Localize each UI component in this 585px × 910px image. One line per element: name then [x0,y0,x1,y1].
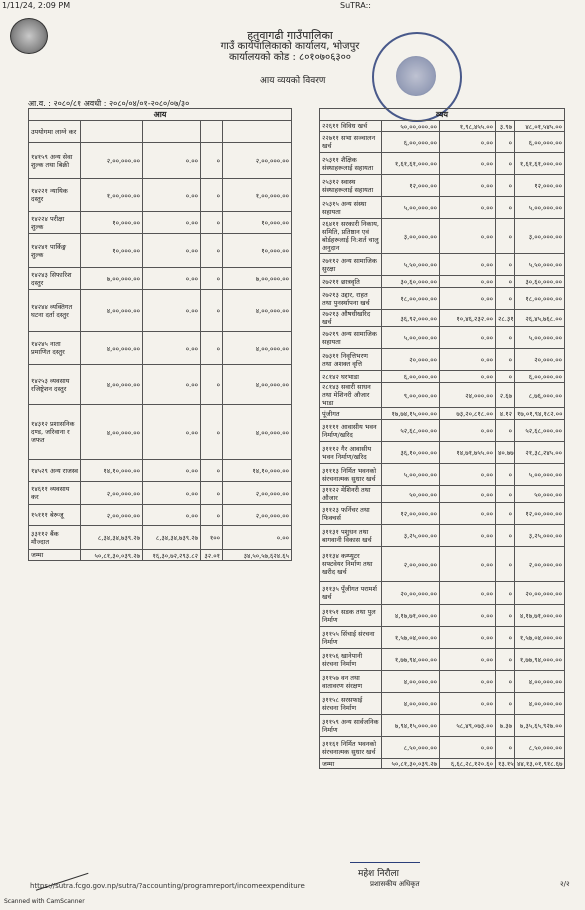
cell-pct: ० [496,671,515,693]
cell-pct: १३.१५ [496,759,515,769]
row-label: २२६११ विविध खर्च [320,121,382,132]
app-name: SuTRA:: [340,1,371,10]
cell-actual: १४,७१,७५५.०० [440,442,496,464]
cell-budget: ४,००,०००.०० [382,671,440,693]
income-table [28,108,292,561]
municipality-name: हतुवागढी गाउँपालिका [247,29,333,42]
cell-remaining: १,५७,०४,०००.०० [515,627,565,649]
cell-pct: ० [201,460,223,482]
cell-budget: ४,००,०००.०० [81,332,143,365]
row-label: १४२४३ सिफारिश दस्तुर [29,268,81,290]
table-row [29,405,292,460]
cell-remaining: १२,००,०००.०० [515,503,565,525]
table-row [29,179,292,212]
cell-actual: ०.०० [440,219,496,254]
cell-actual: ०.०० [440,605,496,627]
cell-remaining: २,००,०००.०० [223,505,292,526]
table-row [320,547,565,582]
row-label: १४२४४ व्यक्तिगत घटना दर्ता दस्तुर [29,290,81,332]
table-row [320,605,565,627]
row-label: १४३१२ प्रशासनिक दण्ड, जरिवाना र जफत [29,405,81,460]
cell-pct: ० [201,234,223,268]
cell-remaining: २०,०००.०० [515,349,565,371]
cell-remaining: ३०,६०,०००.०० [515,276,565,288]
cell-budget: १०,०००.०० [81,234,143,268]
row-label: २८१४३ सवारी साधन तथा मेशिनरी औजार भाडा [320,383,382,408]
table-row [320,649,565,671]
cell-actual: ०.०० [440,464,496,486]
cell-remaining: १०,०००.०० [223,234,292,268]
cell-remaining: ४,००,०००.०० [223,365,292,405]
row-label: २५३१२ स्वास्थ संस्थाहरूलाई सहायता [320,175,382,197]
cell-actual: ०.०० [143,143,201,179]
cell-pct: ० [201,482,223,505]
cell-actual: ०.०० [143,179,201,212]
row-label: १५१११ बेरूजू [29,505,81,526]
table-row [320,464,565,486]
cell-pct: ० [201,365,223,405]
table-row [29,212,292,234]
report-title: आय व्ययको विवरण [260,76,326,86]
office-name: गाउँ कार्यपालिकाको कार्यालय, भोजपुर [220,41,360,52]
cell-remaining: ७,००,०००.०० [223,268,292,290]
cell-remaining: ८,५०,०००.०० [515,737,565,759]
cell-remaining: १४,१०,०००.०० [223,460,292,482]
cell-budget: ३६,१०,०००.०० [382,442,440,464]
cell-budget: १,५७,०४,०००.०० [382,627,440,649]
row-label: २७३११ निवृत्तिभरण तथा अशक्त वृत्ति [320,349,382,371]
print-datetime: 1/11/24, 2:09 PM [2,1,71,10]
row-label: जम्मा [29,550,81,561]
cell-remaining: १२,०००.०० [515,175,565,197]
row-label: ३१११२ गैर आवासीय भवन निर्माण/खरिद [320,442,382,464]
table-row [320,288,565,310]
cell-pct: ३.९७ [496,121,515,132]
cell-actual: ०.०० [143,482,201,505]
cell-remaining: १,७७,९४,०००.०० [515,649,565,671]
signature-right [350,832,420,863]
total-row [320,759,565,769]
row-label: ३११५९ अन्य सार्वजनिक निर्माण [320,715,382,737]
cell-budget: १४,१०,०००.०० [81,460,143,482]
cell-actual: ०.०० [440,582,496,605]
cell-actual: ०.०० [143,460,201,482]
cell-remaining: ७,३५,६५,९२७.०० [515,715,565,737]
row-label: ३११५६ खानेपानी संरचना निर्माण [320,649,382,671]
row-label: ३११५८ सरसफाई संरचना निर्माण [320,693,382,715]
cell-remaining: ४,००,०००.०० [223,405,292,460]
table-row [29,268,292,290]
cell-budget: ९,००,०००.०० [382,383,440,408]
table-row [320,503,565,525]
cell-pct: ० [496,503,515,525]
table-row [320,219,565,254]
table-row [320,153,565,175]
row-label: ३११५७ वन तथा वातावरण संरक्षण [320,671,382,693]
row-label: ३११३५ पूँजीगत परामर्श खर्च [320,582,382,605]
cell-pct: ० [496,175,515,197]
office-code: कार्यालयको कोड : ८०१०७०६३०० [228,52,352,63]
cell-budget: १०,०००.०० [81,212,143,234]
cell-budget [81,121,143,143]
row-label: ३११५५ सिंचाई संरचना निर्माण [320,627,382,649]
cell-budget: १८,००,०००.०० [382,288,440,310]
cell-pct: ० [201,332,223,365]
table-row [29,332,292,365]
table-row [320,197,565,219]
cell-actual: ०.०० [440,349,496,371]
cell-budget: ४,००,०००.०० [81,365,143,405]
cell-pct: ४०.७७ [496,442,515,464]
cell-actual: ०.०० [143,505,201,526]
cell-pct: ७.३७ [496,715,515,737]
table-row [320,310,565,327]
cell-remaining: १०,०००.०० [223,212,292,234]
cell-budget: ४,००,०००.०० [81,290,143,332]
cell-actual: ०.०० [440,547,496,582]
cell-remaining: ४,१७,७१,०००.०० [515,605,565,627]
row-label: २७२१३ उद्दार, राहत तथा पुनर्स्थापना खर्च [320,288,382,310]
cell-actual: ०.०० [143,212,201,234]
cell-pct: ० [496,371,515,383]
row-label: १४२२४ परीक्षा शुल्क [29,212,81,234]
cell-remaining: ६,००,०००.०० [515,371,565,383]
table-row [29,526,292,550]
row-label: ३११२३ फर्निचर तथा फिक्चर्स [320,503,382,525]
cell-pct: ० [496,132,515,153]
cell-remaining [223,121,292,143]
cell-remaining: १,६१,६१,०००.०० [515,153,565,175]
row-label: १४६११ व्यवसाय कर [29,482,81,505]
cell-actual: ०.०० [143,234,201,268]
cell-budget: ४,१७,७१,०००.०० [382,605,440,627]
table-row [320,175,565,197]
table-row [29,505,292,526]
cell-pct: ० [496,197,515,219]
cell-actual: ०.०० [440,132,496,153]
cell-budget: १,७७,९४,०००.०० [382,649,440,671]
cell-actual: ०.०० [440,693,496,715]
cell-actual: ०.०० [440,649,496,671]
cell-budget: २,००,०००.०० [81,143,143,179]
table-row [320,408,565,420]
cell-remaining: ५०,०००.०० [515,486,565,503]
cell-remaining: ३,२५,०००.०० [515,525,565,547]
cell-actual: ८,३४,३४,७३९.२७ [143,526,201,550]
expense-table [319,108,565,769]
cell-budget: ३६,९२,०००.०० [382,310,440,327]
cell-actual: ०.०० [440,737,496,759]
table-row [320,525,565,547]
government-emblem-icon [10,18,48,54]
cell-budget: १,००,०००.०० [81,179,143,212]
cell-budget: २,००,०००.०० [81,505,143,526]
cell-budget: ५,५०,०००.०० [382,254,440,276]
cell-budget: ७,००,०००.०० [81,268,143,290]
scanner-watermark: Scanned with CamScanner [4,898,85,905]
row-label: ३११५१ सडक तथा पुल निर्माण [320,605,382,627]
cell-actual: ०.०० [143,365,201,405]
source-url[interactable]: https://sutra.fcgo.gov.np/sutra/?accounting/programreport/incomeexpenditure [30,882,305,890]
table-row [320,132,565,153]
cell-actual: ०.०० [143,268,201,290]
cell-pct: ० [496,254,515,276]
fiscal-year: आ.व. : २०८०/८१ अवधी : २०८०/०४/०१-२०८०/०७/३० [28,99,190,108]
cell-actual: ५८,४९,०७३.०० [440,715,496,737]
row-label: उपयोगमा लाग्ने कर [29,121,81,143]
cell-pct: ० [496,627,515,649]
cell-pct: ० [201,505,223,526]
cell-budget: ५०,०००.०० [382,486,440,503]
cell-actual: ०.०० [440,503,496,525]
row-label: ३११३४ कम्प्युटर सफ्टवेयर निर्माण तथा खरीद खर्च [320,547,382,582]
cell-budget: १७,७४,१५,०००.०० [382,408,440,420]
cell-pct: ० [496,486,515,503]
row-label: २६४११ सरकारी निकाय, समिति, प्रतिष्ठान एवं बोर्डहरूलाई नि:शर्त चालु अनुदान [320,219,382,254]
cell-actual: ०.०० [440,254,496,276]
cell-budget: १,६१,६१,०००.०० [382,153,440,175]
row-label: ३११११ आवासीय भवन निर्माण/खरिद [320,420,382,442]
page-number: २/२ [560,880,570,888]
cell-pct: ३२.०१ [201,550,223,561]
cell-pct: ० [496,649,515,671]
table-row [320,420,565,442]
cell-budget: २,००,०००.०० [81,482,143,505]
cell-actual: ०.०० [143,332,201,365]
table-row [320,276,565,288]
table-row [29,234,292,268]
table-row [320,486,565,503]
table-row [320,349,565,371]
cell-pct [201,121,223,143]
table-row [320,121,565,132]
cell-remaining: ४,००,०००.०० [223,290,292,332]
table-row [29,365,292,405]
cell-pct: ० [496,420,515,442]
cell-budget: २०,०००.०० [382,349,440,371]
cell-budget: ५,००,०००.०० [382,327,440,349]
cell-budget: ३,००,०००.०० [382,219,440,254]
cell-pct: ० [201,143,223,179]
row-label: ३११६१ निर्मित भवनको संरचनात्मक सुधार खर्च [320,737,382,759]
cell-remaining: ३,००,०००.०० [515,219,565,254]
cell-actual: १०,४६,२३२.०० [440,310,496,327]
cell-pct: ० [496,327,515,349]
cell-actual: ०.०० [440,420,496,442]
cell-remaining: ५,५०,०००.०० [515,254,565,276]
row-label: २८१४२ घरभाडा [320,371,382,383]
cell-budget: ३,२५,०००.०० [382,525,440,547]
cell-remaining: २,००,०००.०० [223,482,292,505]
cell-pct: २.६७ [496,383,515,408]
cell-pct: ० [496,582,515,605]
cell-pct: ० [496,288,515,310]
cell-pct: ० [201,268,223,290]
table-row [320,582,565,605]
cell-remaining: २,००,०००.०० [515,547,565,582]
table-row [320,737,565,759]
cell-budget: १२,०००.०० [382,175,440,197]
cell-pct: १०० [201,526,223,550]
table-row [320,254,565,276]
cell-budget: ६,००,०००.०० [382,371,440,383]
cell-remaining: ५,००,०००.०० [515,327,565,349]
cell-actual: १,९८,४५५.०० [440,121,496,132]
cell-pct: ० [201,405,223,460]
cell-pct: ० [496,693,515,715]
cell-remaining: १७,०१,९४,१८२.०० [515,408,565,420]
signer-name: महेश निरौला [358,869,399,879]
cell-budget: ४,००,०००.०० [382,693,440,715]
table-row [320,671,565,693]
cell-actual: ७३,२०,८१८.०० [440,408,496,420]
row-label: २७२११ छात्रवृति [320,276,382,288]
cell-actual: ०.०० [440,327,496,349]
cell-actual: ०.०० [440,525,496,547]
cell-pct: ० [496,349,515,371]
cell-remaining: ३४,५०,५७,६२४.६५ [223,550,292,561]
cell-budget: १२,००,०००.०० [382,503,440,525]
row-label: २५३१५ अन्य संस्था सहायता [320,197,382,219]
cell-remaining: १८,००,०००.०० [515,288,565,310]
cell-actual: ०.०० [440,197,496,219]
cell-actual: ०.०० [440,671,496,693]
total-row [29,550,292,561]
cell-pct: ० [496,219,515,254]
row-label: १४२५३ व्यवसाय रजिष्ट्रेशन दस्तुर [29,365,81,405]
row-label: १४२२१ न्यायिक दस्तुर [29,179,81,212]
row-label: २२७११ सभा सञ्चालन खर्च [320,132,382,153]
table-row [320,371,565,383]
cell-budget: २,००,०००.०० [382,547,440,582]
cell-remaining: ४,००,०००.०० [515,671,565,693]
cell-budget: ५०,००,०००.०० [382,121,440,132]
cell-budget: ५,००,०००.०० [382,464,440,486]
cell-actual: २४,०००.०० [440,383,496,408]
cell-actual: ०.०० [143,405,201,460]
cell-remaining: २६,४५,७६८.०० [515,310,565,327]
table-row [320,327,565,349]
cell-actual: १६,३०,७२,२९३.८२ [143,550,201,561]
cell-remaining: ५,००,०००.०० [515,197,565,219]
table-row [320,693,565,715]
cell-pct: ० [496,547,515,582]
browser-header [0,0,585,14]
cell-actual: ०.०० [440,276,496,288]
cell-remaining: ४४,१३,०१,९१८.६७ [515,759,565,769]
cell-budget: ४,००,०००.०० [81,405,143,460]
cell-pct: ० [496,737,515,759]
table-row [29,290,292,332]
cell-remaining: ०.०० [223,526,292,550]
cell-pct: ० [496,153,515,175]
cell-remaining: २०,००,०००.०० [515,582,565,605]
row-label: २५३११ शैक्षिक संस्थाहरूलाई सहायता [320,153,382,175]
row-label: २७२१३ औषधीखरिद खर्च [320,310,382,327]
cell-actual [143,121,201,143]
cell-budget: ५०,८१,३०,०३९.२७ [382,759,440,769]
row-label: ३१११३ निर्मित भवनको संरचनात्मक सुधार खर्च [320,464,382,486]
cell-budget: ७,९४,१५,०००.०० [382,715,440,737]
cell-remaining: ४८,०१,५४५.०० [515,121,565,132]
cell-remaining: ४,००,०००.०० [223,332,292,365]
row-label: ३११३१ पशुधन तथा बागवानी विकास खर्च [320,525,382,547]
document-header [150,30,430,63]
row-label: २७११२ अन्य सामाजिक सुरक्षा [320,254,382,276]
cell-pct: ० [496,464,515,486]
cell-budget: ६,००,०००.०० [382,132,440,153]
signer-title: प्रशासकीय अधिकृत [370,880,420,888]
cell-remaining: ८,७६,०००.०० [515,383,565,408]
cell-actual: ०.०० [440,627,496,649]
cell-remaining: ५,००,०००.०० [515,464,565,486]
row-label: १४२४१ पार्किङ्ग शुल्क [29,234,81,268]
cell-pct: ० [496,605,515,627]
cell-budget: ३०,६०,०००.०० [382,276,440,288]
cell-remaining: ४,००,०००.०० [515,693,565,715]
cell-actual: ०.०० [440,153,496,175]
cell-pct: ० [496,525,515,547]
cell-budget: २०,००,०००.०० [382,582,440,605]
cell-pct: ० [201,179,223,212]
cell-pct: २८.३१ [496,310,515,327]
cell-remaining: १,००,०००.०० [223,179,292,212]
cell-budget: ८,३४,३४,७३९.२७ [81,526,143,550]
cell-pct: ४.१२ [496,408,515,420]
cell-pct: ० [496,276,515,288]
table-row [29,482,292,505]
expense-heading: व्यय [320,109,565,121]
cell-budget: ५,००,०००.०० [382,197,440,219]
row-label: १४२४५ नाता प्रमाणित दस्तुर [29,332,81,365]
cell-actual: ६,६८,२८,१२०.६० [440,759,496,769]
cell-pct: ० [201,290,223,332]
row-label: १४१५९ अन्य सेवा शुल्क तथा बिक्री [29,143,81,179]
row-label: १४५२९ अन्य राजस्व [29,460,81,482]
cell-actual: ०.०० [440,175,496,197]
cell-remaining: ६,००,०००.०० [515,132,565,153]
table-row [29,143,292,179]
income-heading: आय [29,109,292,121]
cell-remaining: ५२,६८,०००.०० [515,420,565,442]
table-row [29,460,292,482]
cell-actual: ०.०० [440,486,496,503]
row-label: २७२१९ अन्य सामाजिक सहायता [320,327,382,349]
table-row [320,442,565,464]
cell-budget: ८,५०,०००.०० [382,737,440,759]
cell-pct: ० [201,212,223,234]
row-label: ३३११२ बैंक मौज्दात [29,526,81,550]
cell-actual: ०.०० [143,290,201,332]
cell-remaining: २,००,०००.०० [223,143,292,179]
cell-budget: ५०,८१,३०,०३९.२७ [81,550,143,561]
cell-actual: ०.०० [440,288,496,310]
row-label: पूंजीगत [320,408,382,420]
table-row [320,383,565,408]
row-label: ३११२२ मेशिनरी तथा औजार [320,486,382,503]
cell-budget: ५२,६८,०००.०० [382,420,440,442]
row-label: जम्मा [320,759,382,769]
cell-actual: ०.०० [440,371,496,383]
table-row [320,627,565,649]
table-row [320,715,565,737]
cell-remaining: २१,३८,२४५.०० [515,442,565,464]
table-row [29,121,292,143]
